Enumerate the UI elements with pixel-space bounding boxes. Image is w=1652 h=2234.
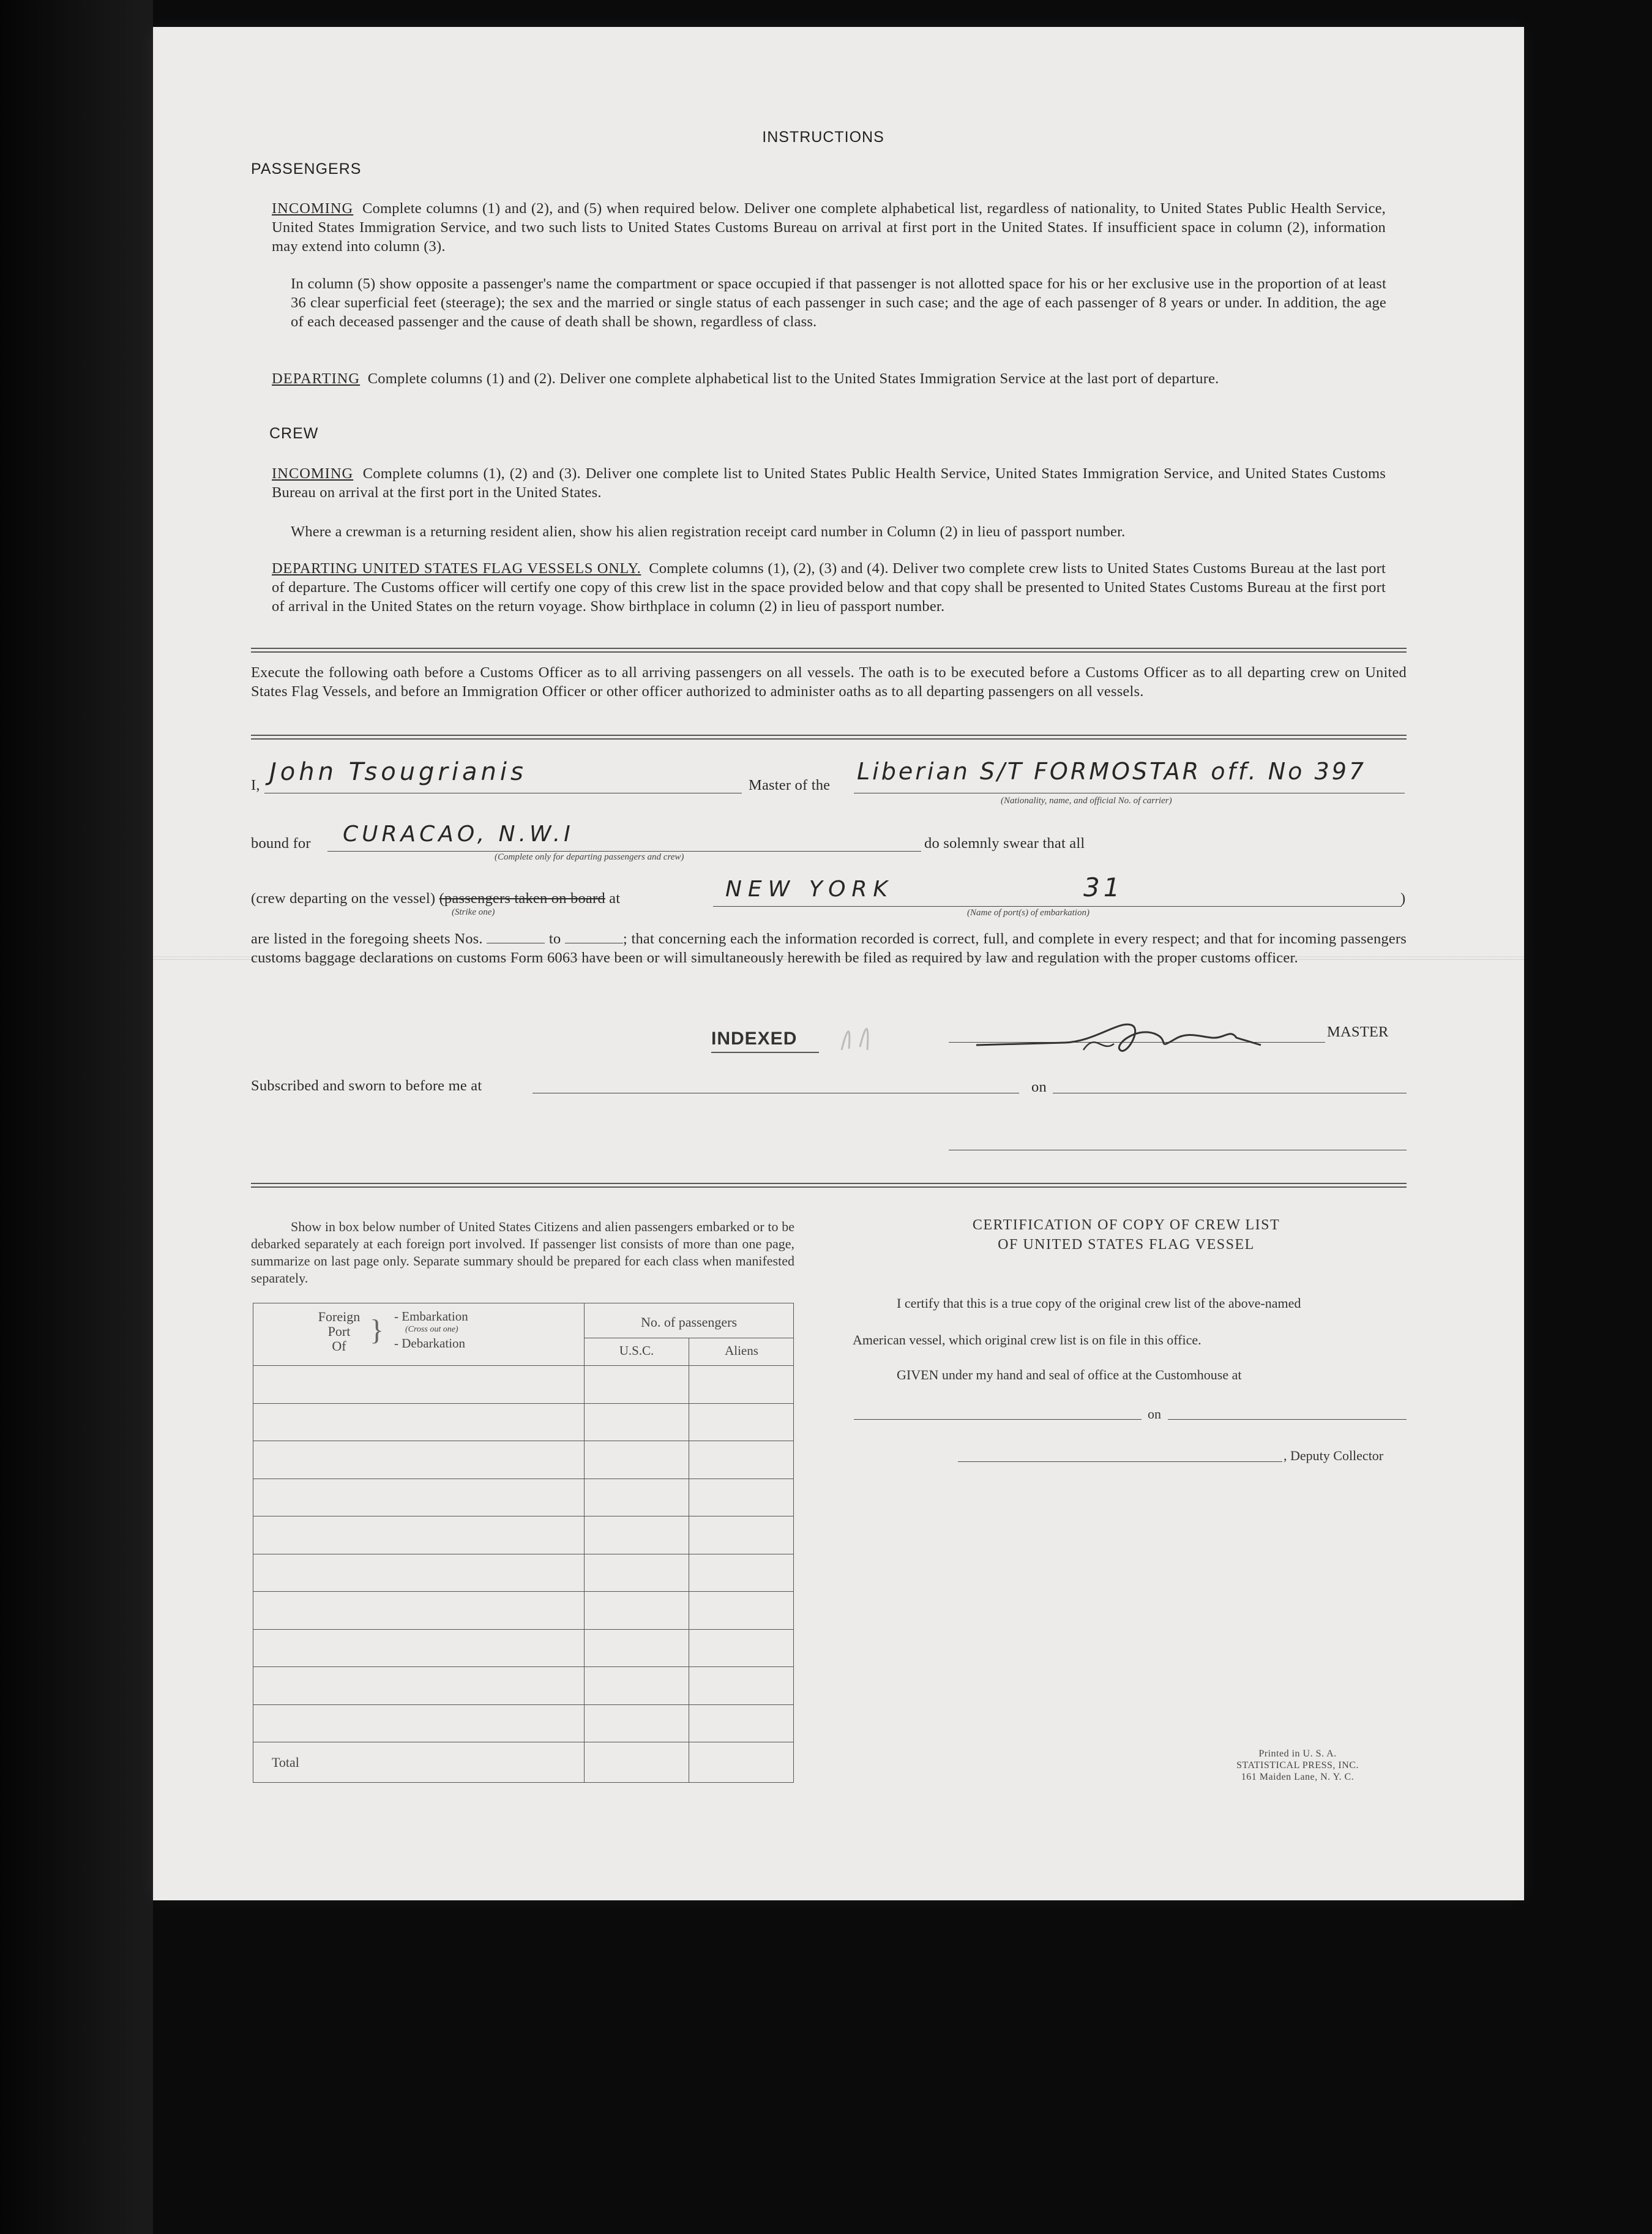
port-header-port: Port	[327, 1324, 351, 1339]
crew-incoming-label: INCOMING	[272, 465, 354, 482]
crew-incoming-paragraph	[272, 464, 1386, 502]
port-cell[interactable]	[253, 1704, 585, 1742]
port-cell[interactable]	[253, 1592, 585, 1629]
aliens-cell[interactable]	[689, 1667, 794, 1704]
port-caption: (Name of port(s) of embarkation)	[967, 908, 1089, 918]
port-cell[interactable]	[253, 1479, 585, 1516]
aliens-cell[interactable]	[689, 1366, 794, 1403]
close-paren: )	[1400, 890, 1406, 907]
divider	[251, 735, 1407, 740]
port-cell[interactable]	[253, 1629, 585, 1666]
listed-paragraph	[251, 929, 1407, 967]
master-name-handwritten: John Tsougrianis	[269, 758, 527, 786]
oath-i-label: I,	[251, 777, 260, 793]
master-signature	[973, 1007, 1267, 1065]
crew-heading: CREW	[269, 425, 319, 442]
passengers-departing-paragraph	[272, 369, 1386, 388]
brace: }	[370, 1314, 384, 1346]
printer-imprint	[1194, 1748, 1402, 1783]
aliens-header: Aliens	[725, 1343, 758, 1358]
cross-out-caption: (Cross out one)	[405, 1325, 458, 1334]
aliens-cell[interactable]	[689, 1516, 794, 1554]
summary-instructions: Show in box below number of United States Citizens and alien passengers embarked or to be debarked separately at each foreign port involved. If passenger list consists of more than one page, summarize on last page only. Separate summary should be prepared for each class when manifested separately.	[251, 1219, 794, 1286]
usc-header: U.S.C.	[619, 1343, 654, 1358]
port-cell[interactable]	[253, 1366, 585, 1403]
oath-intro: Execute the following oath before a Customs Officer as to all arriving passengers on all vessels. The oath is to be executed before a Customs Officer as to all departing crew on United States Flag Vessels, and before an Immigration Officer or other officer authorized to administer oaths as to all departing passengers on all vessels.	[251, 664, 1407, 700]
port-header-foreign: Foreign	[318, 1309, 361, 1324]
resident-alien-paragraph: Where a crewman is a returning resident alien, show his alien registration receipt card number in Column (2) in lieu of passport number.	[291, 523, 1126, 540]
usc-cell[interactable]	[585, 1592, 689, 1629]
listed-post: ; that concerning each the information recorded is correct, full, and complete in every respect; and that for incoming passengers customs baggage declarations on customs Form 6063 have been or will simultaneously herewith be filed as required by law and regulation with the proper customs officer.	[251, 931, 1407, 966]
usc-cell[interactable]	[585, 1667, 689, 1704]
aliens-cell[interactable]	[689, 1479, 794, 1516]
passengers-header: No. of passengers	[640, 1314, 738, 1330]
divider	[251, 648, 1407, 653]
to-label: to	[548, 931, 561, 947]
flag-vessels-text: Complete columns (1), (2), (3) and (4). Deliver two complete crew lists to United States Customs Bureau at the last port of departure. The Customs officer will certify one copy of this crew list in the space provided below and that copy shall be presented to United States Customs Bureau at the first port of arrival in the United States on the return voyage. Show birthplace in column (2) in lieu of passport number.	[272, 560, 1386, 615]
film-border	[0, 0, 153, 2234]
port-cell[interactable]	[253, 1554, 585, 1591]
listed-pre: are listed in the foregoing sheets Nos.	[251, 931, 483, 947]
strike-line	[251, 889, 620, 908]
column5-paragraph: In column (5) show opposite a passenger's name the compartment or space occupied if that passenger is not allotted space for his or her exclusive use in the proportion of at least 36 clear superficial feet (steerage); the sex and the married or single status of each passenger in such case; and the age of each passenger of 8 years or under. In addition, the age of each deceased passenger and the cause of death shall be shown, regardless of class.	[291, 276, 1386, 330]
subscribed-label: Subscribed and sworn to before me at	[251, 1078, 482, 1094]
flag-vessels-paragraph	[272, 559, 1386, 616]
passengers-taken-option: (passengers taken on board	[439, 890, 605, 907]
swear-text: do solemnly swear that all	[924, 835, 1085, 852]
stamp-underline	[711, 1052, 819, 1053]
printer-line-3: 161 Maiden Lane, N. Y. C.	[1241, 1772, 1355, 1782]
day-handwritten: 31	[1083, 872, 1124, 902]
aliens-cell[interactable]	[689, 1704, 794, 1742]
certify-text-2: American vessel, which original crew list is on file in this office.	[853, 1332, 1202, 1348]
at-label: at	[609, 890, 621, 907]
port-line	[713, 906, 1402, 907]
crew-incoming-text: Complete columns (1), (2) and (3). Deliver one complete list to United States Public Health Service, United States Immigration Service, and United States Customs Bureau on arrival at the first port in the United States.	[272, 465, 1386, 501]
subscribed-on-label: on	[1031, 1079, 1047, 1095]
aliens-cell[interactable]	[689, 1629, 794, 1666]
certify-text-1: I certify that this is a true copy of the original crew list of the above-named	[897, 1295, 1301, 1311]
passengers-incoming-text: Complete columns (1) and (2), and (5) when required below. Deliver one complete alphabetical list, regardless of nationality, to United States Public Health Service, United States Immigration Service, and two such lists to United States Customs Bureau on arrival at first port in the United States. If insufficient space in column (2), information may extend into column (3).	[272, 200, 1386, 255]
flag-vessels-label: DEPARTING UNITED STATES FLAG VESSELS ONLY.	[272, 560, 641, 577]
passengers-incoming-paragraph	[272, 199, 1386, 256]
initials-mark	[835, 1019, 884, 1056]
port-cell[interactable]	[253, 1516, 585, 1554]
bound-for-label: bound for	[251, 835, 311, 852]
passengers-header-cell	[585, 1303, 794, 1366]
page-title: INSTRUCTIONS	[762, 129, 884, 146]
cert-date-line	[1168, 1419, 1407, 1420]
deputy-signature-line	[958, 1461, 1282, 1462]
usc-cell[interactable]	[585, 1479, 689, 1516]
port-handwritten: NEW YORK	[725, 877, 894, 902]
passengers-departing-text: Complete columns (1) and (2). Deliver one complete alphabetical list to the United States Immigration Service at the last port of departure.	[367, 370, 1219, 387]
usc-cell[interactable]	[585, 1516, 689, 1554]
certification-title-2: OF UNITED STATES FLAG VESSEL	[998, 1237, 1255, 1253]
passengers-heading: PASSENGERS	[251, 160, 362, 178]
divider	[251, 1183, 1407, 1188]
passengers-incoming-label: INCOMING	[272, 200, 354, 217]
total-label: Total	[253, 1742, 585, 1783]
printer-line-2: STATISTICAL PRESS, INC.	[1236, 1760, 1359, 1771]
deputy-label: , Deputy Collector	[1284, 1448, 1384, 1463]
vessel-handwritten: Liberian S/T FORMOSTAR off. No 397	[857, 758, 1367, 785]
aliens-cell[interactable]	[689, 1403, 794, 1441]
vessel-caption: (Nationality, name, and official No. of carrier)	[1001, 796, 1172, 806]
printer-line-1: Printed in U. S. A.	[1258, 1749, 1337, 1759]
usc-cell[interactable]	[585, 1403, 689, 1441]
passenger-summary-table	[253, 1303, 794, 1783]
usc-cell[interactable]	[585, 1554, 689, 1591]
usc-cell[interactable]	[585, 1704, 689, 1742]
customhouse-line	[854, 1419, 1142, 1420]
bound-for-line	[327, 851, 921, 852]
bound-for-handwritten: CURACAO, N.W.I	[343, 822, 574, 847]
strike-one-caption: (Strike one)	[452, 907, 495, 917]
indexed-stamp: INDEXED	[711, 1029, 798, 1049]
port-cell[interactable]	[253, 1441, 585, 1479]
given-text: GIVEN under my hand and seal of office at the Customhouse at	[897, 1367, 1242, 1382]
usc-cell[interactable]	[585, 1366, 689, 1403]
total-aliens-cell[interactable]	[689, 1742, 794, 1783]
usc-cell[interactable]	[585, 1629, 689, 1666]
port-cell[interactable]	[253, 1403, 585, 1441]
total-usc-cell[interactable]	[585, 1742, 689, 1783]
cert-on-label: on	[1148, 1406, 1161, 1422]
crew-departing-option: (crew departing on the vessel)	[251, 890, 436, 907]
usc-cell[interactable]	[585, 1441, 689, 1479]
debarkation-label: - Debarkation	[394, 1336, 466, 1351]
aliens-cell[interactable]	[689, 1441, 794, 1479]
master-of-label: Master of the	[749, 777, 831, 793]
embarkation-label: - Embarkation	[394, 1309, 468, 1324]
port-header-cell	[253, 1303, 585, 1366]
certification-title-1: CERTIFICATION OF COPY OF CREW LIST	[972, 1217, 1280, 1233]
passengers-departing-label: DEPARTING	[272, 370, 361, 387]
aliens-cell[interactable]	[689, 1592, 794, 1629]
port-cell[interactable]	[253, 1667, 585, 1704]
port-header-of: Of	[332, 1338, 346, 1354]
bound-caption: (Complete only for departing passengers and crew)	[495, 852, 684, 862]
aliens-cell[interactable]	[689, 1554, 794, 1591]
certification-title	[845, 1215, 1408, 1254]
master-label: MASTER	[1327, 1024, 1389, 1040]
